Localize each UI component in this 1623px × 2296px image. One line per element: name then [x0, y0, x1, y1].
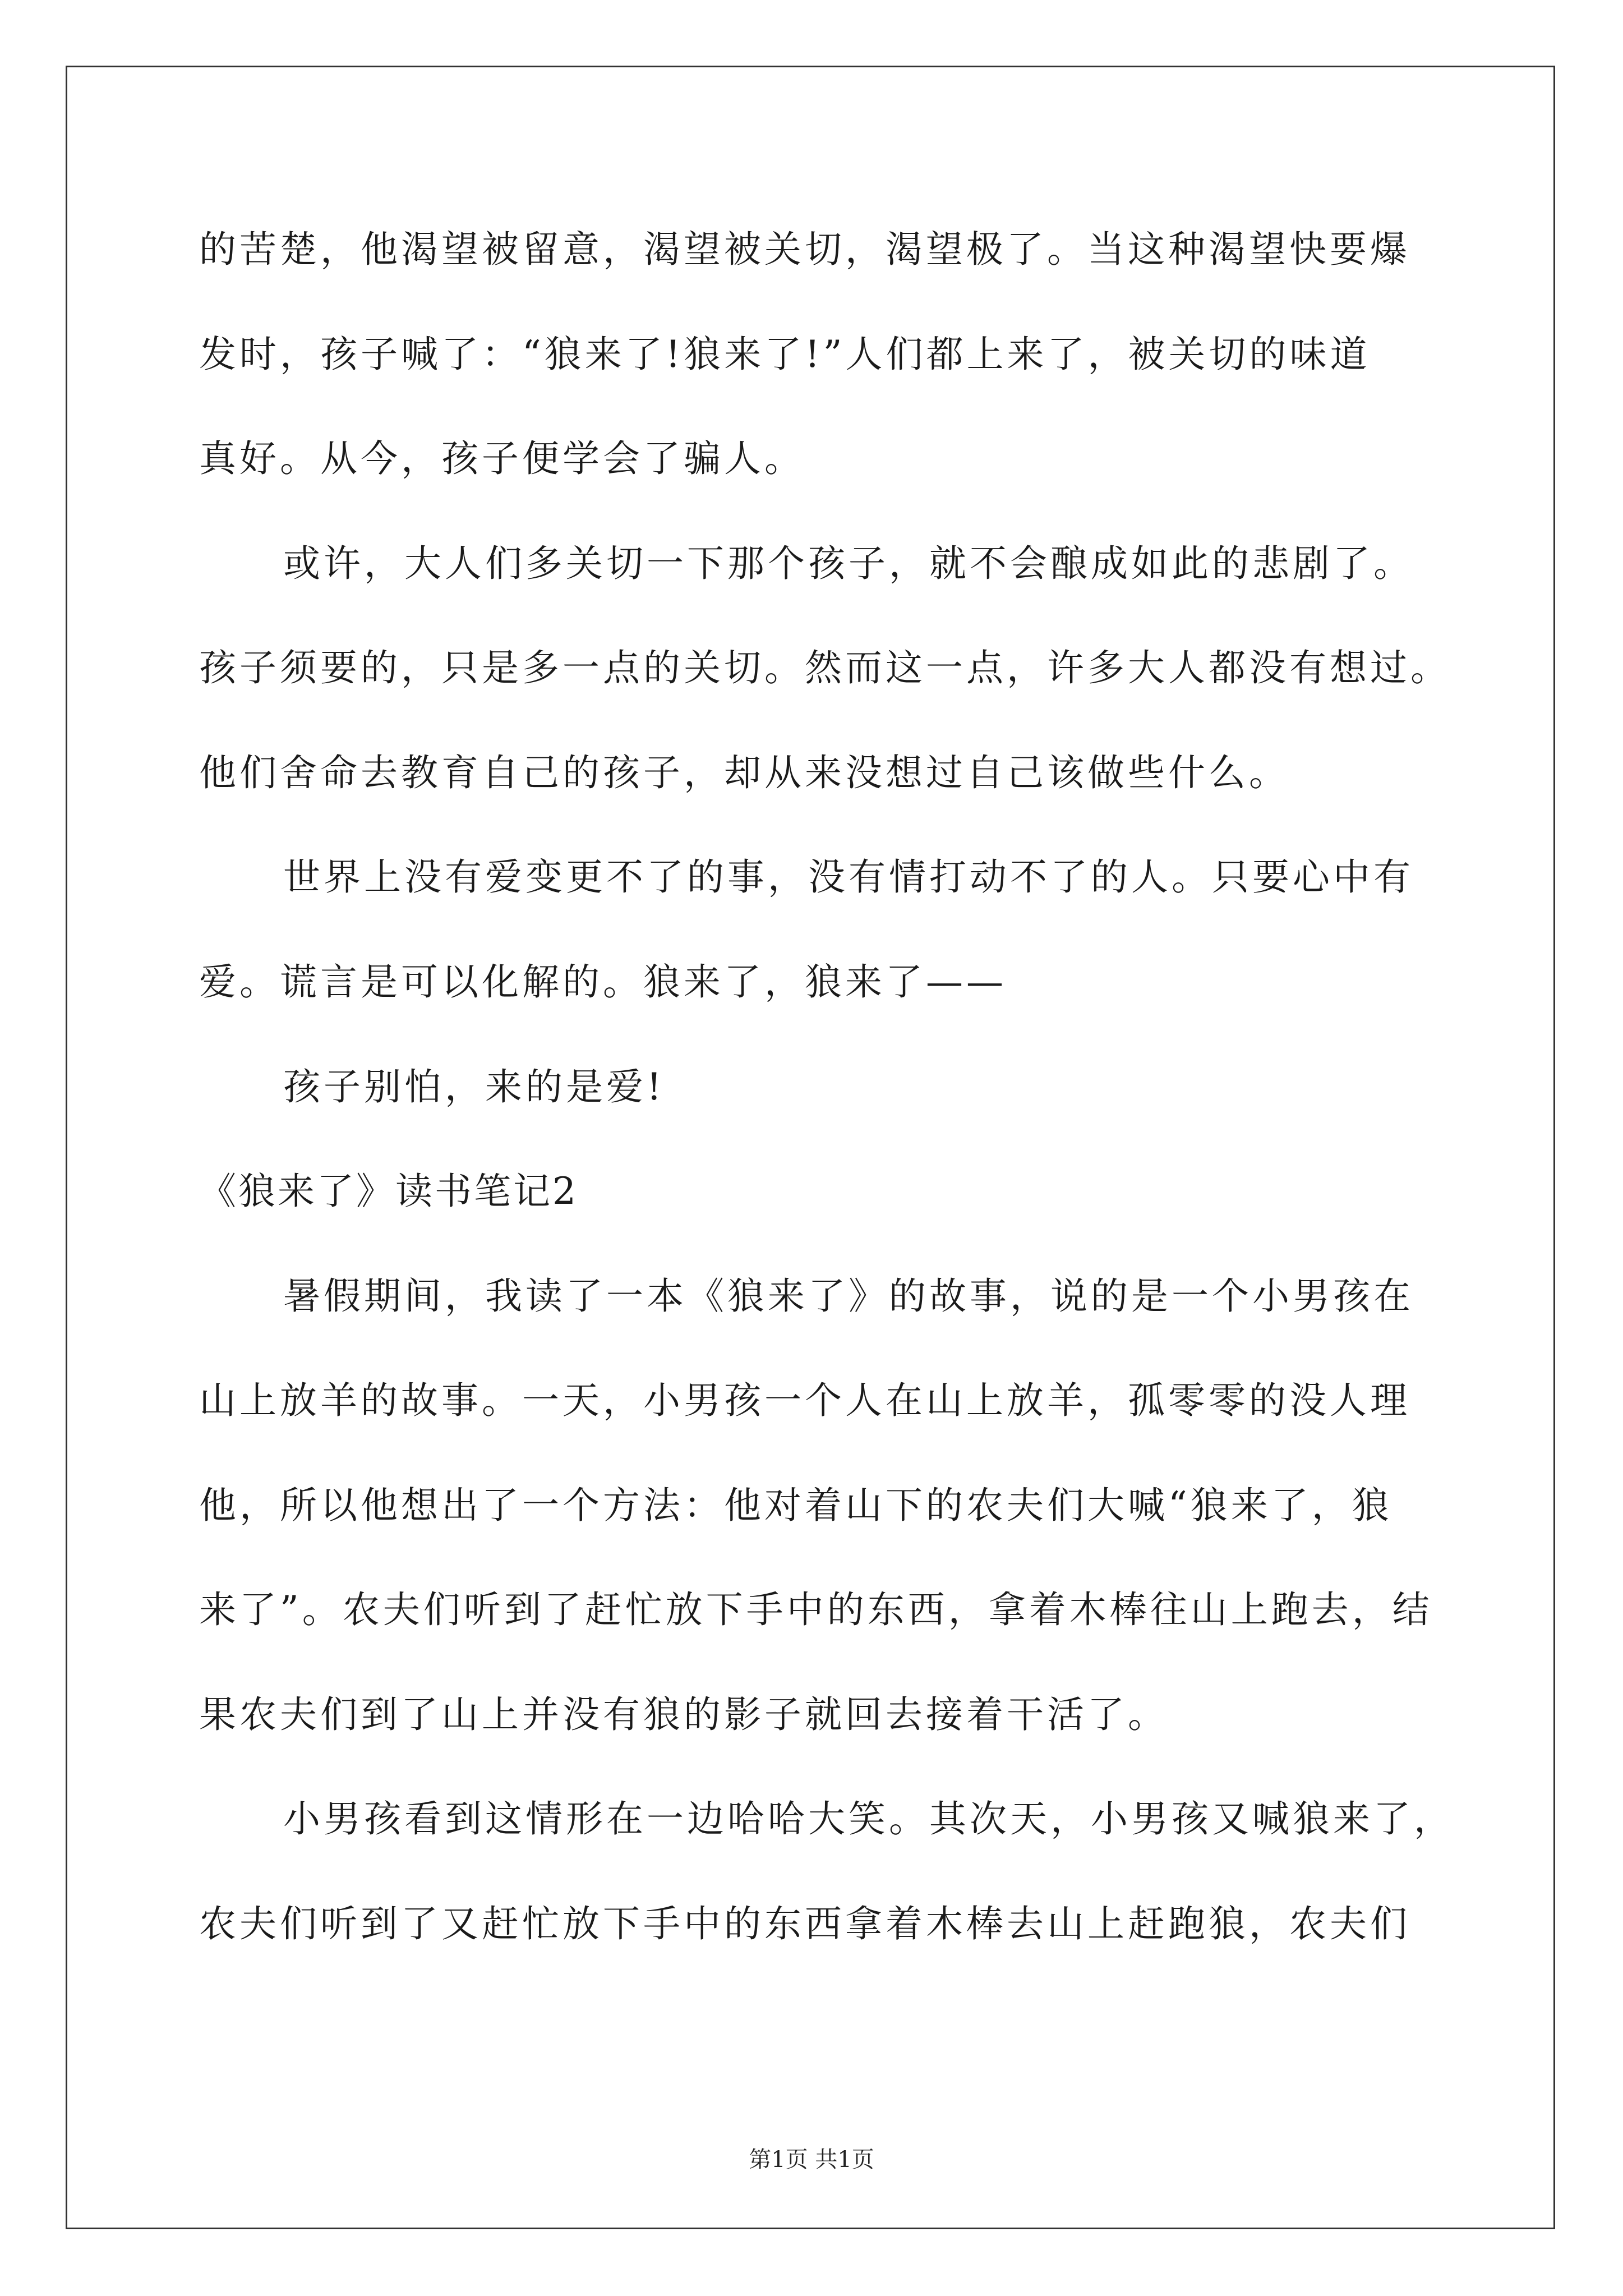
text-line: 孩子须要的，只是多一点的关切。然而这一点，许多大人都没有想过。 — [199, 646, 1451, 689]
text-line: 或许，大人们多关切一下那个孩子，就不会酿成如此的悲剧了。 — [283, 542, 1414, 585]
page-footer: 第1页 共1页 — [749, 2147, 874, 2173]
text-line: 暑假期间，我读了一本《狼来了》的故事，说的是一个小男孩在 — [283, 1274, 1414, 1318]
text-line: 小男孩看到这情形在一边哈哈大笑。其次天，小男孩又喊狼来了， — [283, 1797, 1454, 1841]
text-line: 爱。谎言是可以化解的。狼来了，狼来了—— — [199, 960, 1007, 1004]
text-line: 来了”。农夫们听到了赶忙放下手中的东西，拿着木棒往山上跑去，结 — [199, 1588, 1433, 1631]
text-line: 的苦楚，他渴望被留意，渴望被关切，渴望极了。当这种渴望快要爆 — [199, 228, 1410, 271]
text-line: 他，所以他想出了一个方法：他对着山下的农夫们大喊“狼来了，狼 — [199, 1484, 1393, 1527]
text-line: 山上放羊的故事。一天，小男孩一个人在山上放羊，孤零零的没人理 — [199, 1379, 1410, 1422]
section-heading: 《狼来了》读书笔记2 — [199, 1170, 578, 1213]
text-line: 孩子别怕，来的是爱! — [283, 1065, 665, 1108]
text-line: 真好。从今，孩子便学会了骗人。 — [199, 437, 805, 480]
text-line: 果农夫们到了山上并没有狼的影子就回去接着干活了。 — [199, 1693, 1168, 1736]
text-line: 世界上没有爱变更不了的事，没有情打动不了的人。只要心中有 — [283, 855, 1414, 899]
text-line: 他们舍命去教育自己的孩子，却从来没想过自己该做些什么。 — [199, 751, 1289, 794]
text-line: 发时，孩子喊了：“狼来了!狼来了!”人们都上来了，被关切的味道 — [199, 333, 1371, 376]
text-line: 农夫们听到了又赶忙放下手中的东西拿着木棒去山上赶跑狼，农夫们 — [199, 1902, 1410, 1945]
